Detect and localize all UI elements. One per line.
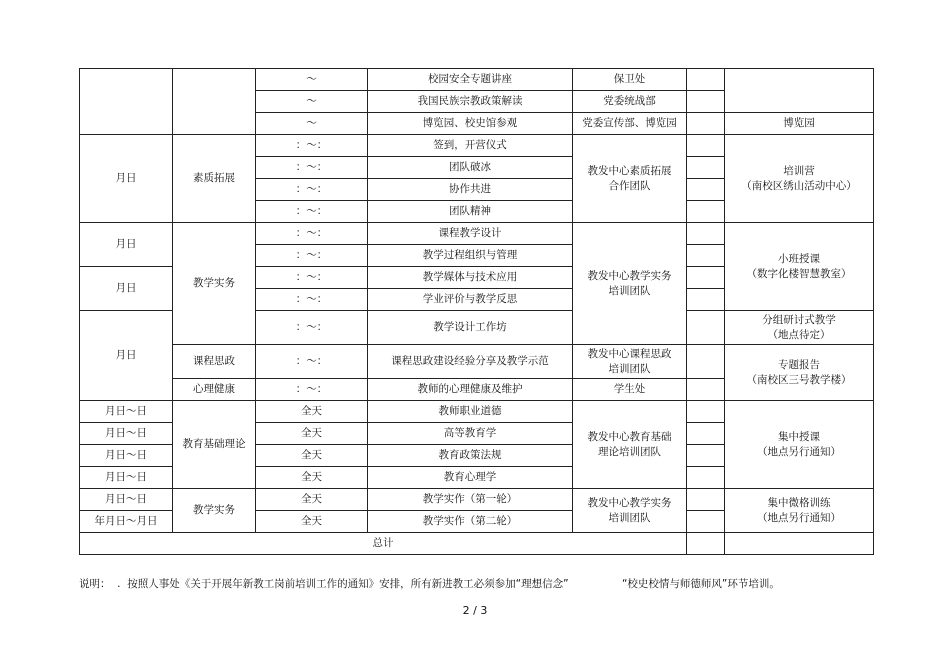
time-cell: 全天 [256, 489, 368, 511]
date-cell: 月日 [80, 311, 173, 401]
org-cell: 教发中心教学实务 培训团队 [573, 223, 687, 345]
content-cell: 教师职业道德 [368, 401, 573, 423]
content-cell: 教学媒体与技术应用 [368, 267, 573, 289]
org-cell: 党委统战部 [573, 91, 687, 113]
table-row [80, 135, 874, 157]
time-cell: ：～： [256, 345, 368, 379]
time-cell: ：～： [256, 267, 368, 289]
org-cell: 保卫处 [573, 69, 687, 91]
table-row [80, 69, 874, 91]
hours-cell [687, 179, 725, 201]
date-cell: 月日～日 [80, 401, 173, 423]
content-cell: 签到，开营仪式 [368, 135, 573, 157]
hours-cell [687, 69, 725, 91]
hours-cell [687, 401, 725, 423]
date-cell [80, 69, 173, 135]
schedule-table [79, 68, 874, 555]
page-number: 2 / 3 [462, 604, 488, 617]
location-cell [725, 69, 874, 113]
module-cell: 教学实务 [173, 223, 256, 345]
table-row [80, 489, 874, 511]
time-cell: ：～： [256, 311, 368, 345]
hours-cell [687, 223, 725, 245]
content-cell: 校园安全专题讲座 [368, 69, 573, 91]
org-cell: 学生处 [573, 379, 687, 401]
hours-cell [687, 157, 725, 179]
hours-cell [687, 379, 725, 401]
hours-cell [687, 423, 725, 445]
hours-cell [687, 113, 725, 135]
time-cell: ：～： [256, 201, 368, 223]
time-cell: 全天 [256, 423, 368, 445]
time-cell: ～ [256, 69, 368, 91]
time-cell: 全天 [256, 511, 368, 533]
date-cell: 月日 [80, 135, 173, 223]
date-cell: 月日 [80, 223, 173, 267]
module-cell: 课程思政 [173, 345, 256, 379]
location-cell: 小班授课 （数字化楼智慧教室） [725, 223, 874, 311]
module-cell: 素质拓展 [173, 135, 256, 223]
module-cell: 教育基础理论 [173, 401, 256, 489]
content-cell: 教育政策法规 [368, 445, 573, 467]
content-cell: 课程思政建设经验分享及教学示范 [368, 345, 573, 379]
time-cell: ～ [256, 113, 368, 135]
date-cell: 月日～日 [80, 489, 173, 511]
hours-cell [687, 445, 725, 467]
hours-cell [687, 267, 725, 289]
date-cell: 月日 [80, 267, 173, 311]
location-cell: 集中微格训练 （地点另行通知） [725, 489, 874, 533]
hours-cell [687, 245, 725, 267]
content-cell: 团队破冰 [368, 157, 573, 179]
content-cell: 学业评价与教学反思 [368, 289, 573, 311]
time-cell: ：～： [256, 157, 368, 179]
location-cell: 集中授课 （地点另行通知） [725, 401, 874, 489]
module-cell [173, 69, 256, 135]
hours-cell [687, 311, 725, 345]
date-cell: 月日～日 [80, 445, 173, 467]
location-cell: 专题报告 （南校区三号教学楼） [725, 345, 874, 401]
content-cell: 教学实作（第一轮） [368, 489, 573, 511]
total-row [80, 533, 874, 555]
footnote: 说明： . 按照人事处《关于开展年新教工岗前培训工作的通知》安排，所有新进教工必须参加“理想信念” “校史校情与师德师风”环节培训。 [79, 578, 780, 590]
content-cell: 协作共进 [368, 179, 573, 201]
time-cell: ：～： [256, 289, 368, 311]
content-cell: 我国民族宗教政策解读 [368, 91, 573, 113]
content-cell: 团队精神 [368, 201, 573, 223]
org-cell: 教发中心素质拓展 合作团队 [573, 135, 687, 223]
location-cell: 培训营 （南校区绣山活动中心） [725, 135, 874, 223]
org-cell: 党委宣传部、博览园 [573, 113, 687, 135]
content-cell: 课程教学设计 [368, 223, 573, 245]
time-cell: 全天 [256, 445, 368, 467]
time-cell: ～ [256, 91, 368, 113]
date-cell: 年月日～月日 [80, 511, 173, 533]
hours-cell [687, 289, 725, 311]
hours-cell [687, 511, 725, 533]
module-cell: 心理健康 [173, 379, 256, 401]
org-cell: 教发中心课程思政 培训团队 [573, 345, 687, 379]
total-location-cell [725, 533, 874, 555]
table-row [80, 345, 874, 379]
org-cell: 教发中心教育基础 理论培训团队 [573, 401, 687, 489]
hours-cell [687, 467, 725, 489]
content-cell: 教学设计工作坊 [368, 311, 573, 345]
time-cell: ：～： [256, 135, 368, 157]
table-row [80, 223, 874, 245]
time-cell: ：～： [256, 223, 368, 245]
org-cell: 教发中心教学实务 培训团队 [573, 489, 687, 533]
hours-cell [687, 91, 725, 113]
hours-cell [687, 489, 725, 511]
content-cell: 教学实作（第二轮） [368, 511, 573, 533]
time-cell: 全天 [256, 401, 368, 423]
location-cell: 分组研讨式教学 （地点待定） [725, 311, 874, 345]
location-cell: 博览园 [725, 113, 874, 135]
content-cell: 教学过程组织与管理 [368, 245, 573, 267]
content-cell: 高等教育学 [368, 423, 573, 445]
date-cell: 月日～日 [80, 423, 173, 445]
hours-cell [687, 201, 725, 223]
hours-cell [687, 345, 725, 379]
date-cell: 月日～日 [80, 467, 173, 489]
time-cell: 全天 [256, 467, 368, 489]
time-cell: ：～： [256, 245, 368, 267]
content-cell: 教育心理学 [368, 467, 573, 489]
content-cell: 教师的心理健康及维护 [368, 379, 573, 401]
table-row [80, 401, 874, 423]
time-cell: ：～： [256, 179, 368, 201]
total-label: 总计 [80, 533, 687, 555]
content-cell: 博览园、校史馆参观 [368, 113, 573, 135]
total-hours-cell [687, 533, 725, 555]
module-cell: 教学实务 [173, 489, 256, 533]
hours-cell [687, 135, 725, 157]
time-cell: ：～： [256, 379, 368, 401]
